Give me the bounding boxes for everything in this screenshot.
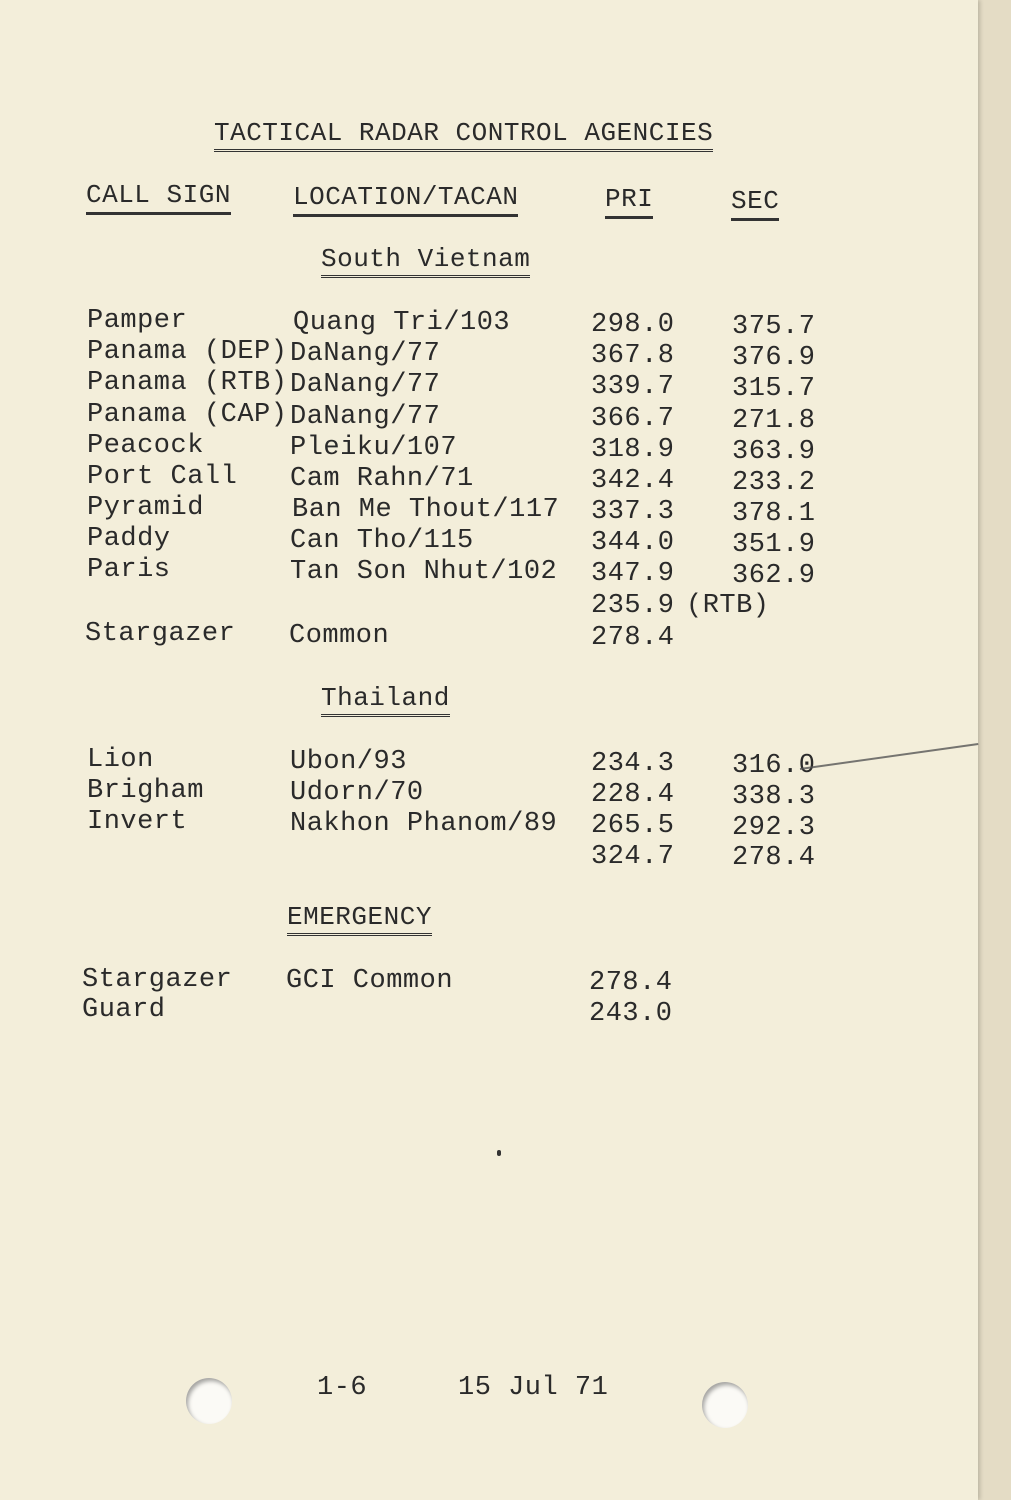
pencil-mark xyxy=(800,743,979,770)
page-date: 15 Jul 71 xyxy=(458,1373,609,1403)
location-cell: Udorn/70 xyxy=(290,778,424,808)
sec-cell: 362.9 xyxy=(732,561,816,591)
location-cell: Cam Rahn/71 xyxy=(290,464,474,494)
header-pri: PRI xyxy=(605,184,653,219)
binder-hole-right xyxy=(702,1382,748,1428)
pri-cell: 235.9 xyxy=(591,591,675,621)
binder-hole-left xyxy=(186,1378,232,1424)
sec-cell: 292.3 xyxy=(732,813,816,843)
sec-cell: 378.1 xyxy=(732,499,816,529)
pri-cell: 265.5 xyxy=(591,811,675,841)
pri-cell: 342.4 xyxy=(591,466,675,496)
pri-cell: 228.4 xyxy=(591,780,675,810)
call-sign-cell: Panama (RTB) xyxy=(87,368,288,398)
pri-cell: 366.7 xyxy=(591,404,675,434)
page-edge xyxy=(978,0,1011,1500)
location-cell: DaNang/77 xyxy=(290,370,441,400)
sec-cell: 271.8 xyxy=(732,406,816,436)
call-sign-cell: Port Call xyxy=(87,462,238,492)
pri-cell: 243.0 xyxy=(589,999,673,1029)
sec-cell: 278.4 xyxy=(732,843,816,873)
pri-cell: 344.0 xyxy=(591,528,675,558)
location-cell: Tan Son Nhut/102 xyxy=(290,557,558,587)
pri-cell: 367.8 xyxy=(591,341,675,371)
pri-cell: 339.7 xyxy=(591,372,675,402)
section-emergency: EMERGENCY xyxy=(287,902,432,936)
location-cell: Can Tho/115 xyxy=(290,526,474,556)
call-sign-cell: Stargazer xyxy=(82,965,233,995)
sec-cell: 351.9 xyxy=(732,530,816,560)
header-sec: SEC xyxy=(731,186,779,221)
sec-cell: 316.0 xyxy=(732,751,816,781)
pri-cell: 337.3 xyxy=(591,497,675,527)
location-cell: Ban Me Thout/117 xyxy=(292,495,560,525)
sec-cell: 338.3 xyxy=(732,782,816,812)
call-sign-cell: Invert xyxy=(87,807,188,837)
sec-cell: 315.7 xyxy=(732,374,816,404)
section-thailand: Thailand xyxy=(321,683,450,717)
page-title: TACTICAL RADAR CONTROL AGENCIES xyxy=(214,118,713,152)
sec-cell: 375.7 xyxy=(732,312,816,342)
call-sign-cell: Brigham xyxy=(87,776,204,806)
pri-cell: 278.4 xyxy=(591,623,675,653)
location-cell: Ubon/93 xyxy=(290,747,407,777)
location-cell: DaNang/77 xyxy=(290,339,441,369)
call-sign-cell: Peacock xyxy=(87,431,204,461)
page-number: 1-6 xyxy=(317,1373,368,1403)
ink-speck xyxy=(497,1150,501,1156)
location-cell: DaNang/77 xyxy=(290,402,441,432)
pri-cell: 234.3 xyxy=(591,749,675,779)
location-cell: GCI Common xyxy=(286,966,454,996)
location-cell: Quang Tri/103 xyxy=(293,308,511,338)
sec-cell: 376.9 xyxy=(732,343,816,373)
header-call-sign: CALL SIGN xyxy=(86,180,231,215)
pri-cell: 298.0 xyxy=(591,310,675,340)
rtb-note: (RTB) xyxy=(686,591,770,621)
call-sign-cell: Paddy xyxy=(87,524,171,554)
call-sign-cell: Guard xyxy=(82,995,166,1025)
pri-cell: 318.9 xyxy=(591,435,675,465)
call-sign-cell: Pyramid xyxy=(87,493,204,523)
sec-cell: 233.2 xyxy=(732,468,816,498)
sec-cell: 363.9 xyxy=(732,437,816,467)
location-cell: Pleiku/107 xyxy=(290,433,458,463)
pri-cell: 324.7 xyxy=(591,842,675,872)
location-cell: Nakhon Phanom/89 xyxy=(290,809,558,839)
location-cell: Common xyxy=(289,621,390,651)
call-sign-cell: Pamper xyxy=(87,306,188,336)
section-south-vietnam: South Vietnam xyxy=(321,244,530,278)
pri-cell: 278.4 xyxy=(589,968,673,998)
call-sign-cell: Panama (DEP) xyxy=(87,337,288,367)
pri-cell: 347.9 xyxy=(591,559,675,589)
call-sign-cell: Panama (CAP) xyxy=(87,400,288,430)
call-sign-cell: Stargazer xyxy=(85,619,236,649)
header-location: LOCATION/TACAN xyxy=(293,182,518,217)
call-sign-cell: Paris xyxy=(87,555,171,585)
call-sign-cell: Lion xyxy=(87,745,154,775)
